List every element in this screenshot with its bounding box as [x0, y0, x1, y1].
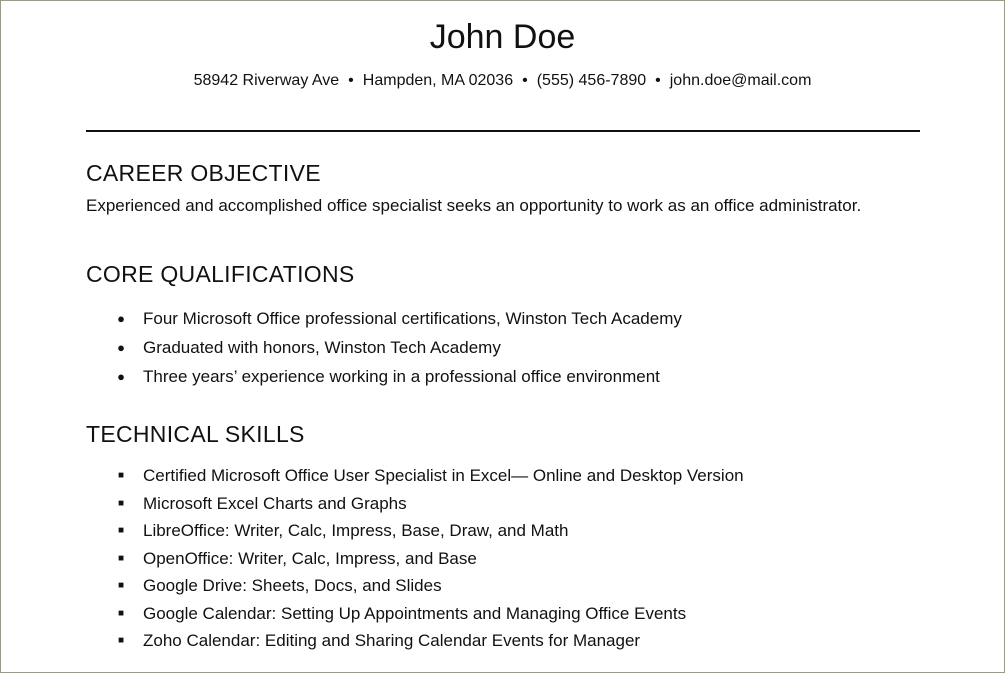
bullet-square: ■ — [117, 552, 125, 564]
qualifications-heading: CORE QUALIFICATIONS — [86, 261, 355, 287]
bullet-dot: ● — [117, 311, 125, 326]
contact-email: john.doe@mail.com — [669, 72, 812, 89]
contact-line — [0, 70, 1005, 92]
skills-heading: TECHNICAL SKILLS — [86, 421, 305, 447]
qualification-text: Graduated with honors, Winston Tech Academy — [143, 338, 501, 357]
bullet-square: ■ — [117, 580, 125, 591]
skill-text: Google Drive: Sheets, Docs, and Slides — [143, 576, 442, 595]
contact-phone: (555) 456-7890 — [536, 72, 647, 89]
skill-text: LibreOffice: Writer, Calc, Impress, Base, Draw, and Math — [143, 521, 569, 540]
qualification-text: Three years’ experience working in a professional office environment — [143, 367, 660, 386]
contact-separator: • — [522, 72, 528, 89]
contact-separator: • — [655, 72, 661, 89]
bullet-dot: ● — [117, 369, 125, 384]
skill-text: Certified Microsoft Office User Specialist in Excel— Online and Desktop Version — [143, 466, 744, 485]
skill-text: Zoho Calendar: Editing and Sharing Calendar Events for Manager — [143, 631, 641, 650]
skill-text: Microsoft Excel Charts and Graphs — [143, 493, 407, 513]
qualification-text: Four Microsoft Office professional certifications, Winston Tech Academy — [143, 309, 682, 328]
bullet-square: ■ — [117, 635, 125, 646]
bullet-square: ■ — [117, 470, 125, 481]
contact-address: 58942 Riverway Ave — [193, 72, 340, 89]
contact-city: Hampden, MA 02036 — [362, 72, 514, 89]
skill-text: Google Calendar: Setting Up Appointments and Managing Office Events — [143, 603, 687, 623]
bullet-dot: ● — [117, 340, 125, 355]
objective-heading: CAREER OBJECTIVE — [86, 160, 321, 186]
contact-separator: • — [348, 72, 354, 89]
bullet-square: ■ — [117, 525, 125, 536]
header-divider — [86, 130, 920, 132]
bullet-square: ■ — [117, 607, 125, 619]
skill-text: OpenOffice: Writer, Calc, Impress, and Base — [143, 548, 477, 568]
resume-name: John Doe — [429, 18, 576, 56]
bullet-square: ■ — [117, 497, 125, 509]
objective-text: Experienced and accomplished office specialist seeks an opportunity to work as an office administrator. — [86, 196, 862, 215]
